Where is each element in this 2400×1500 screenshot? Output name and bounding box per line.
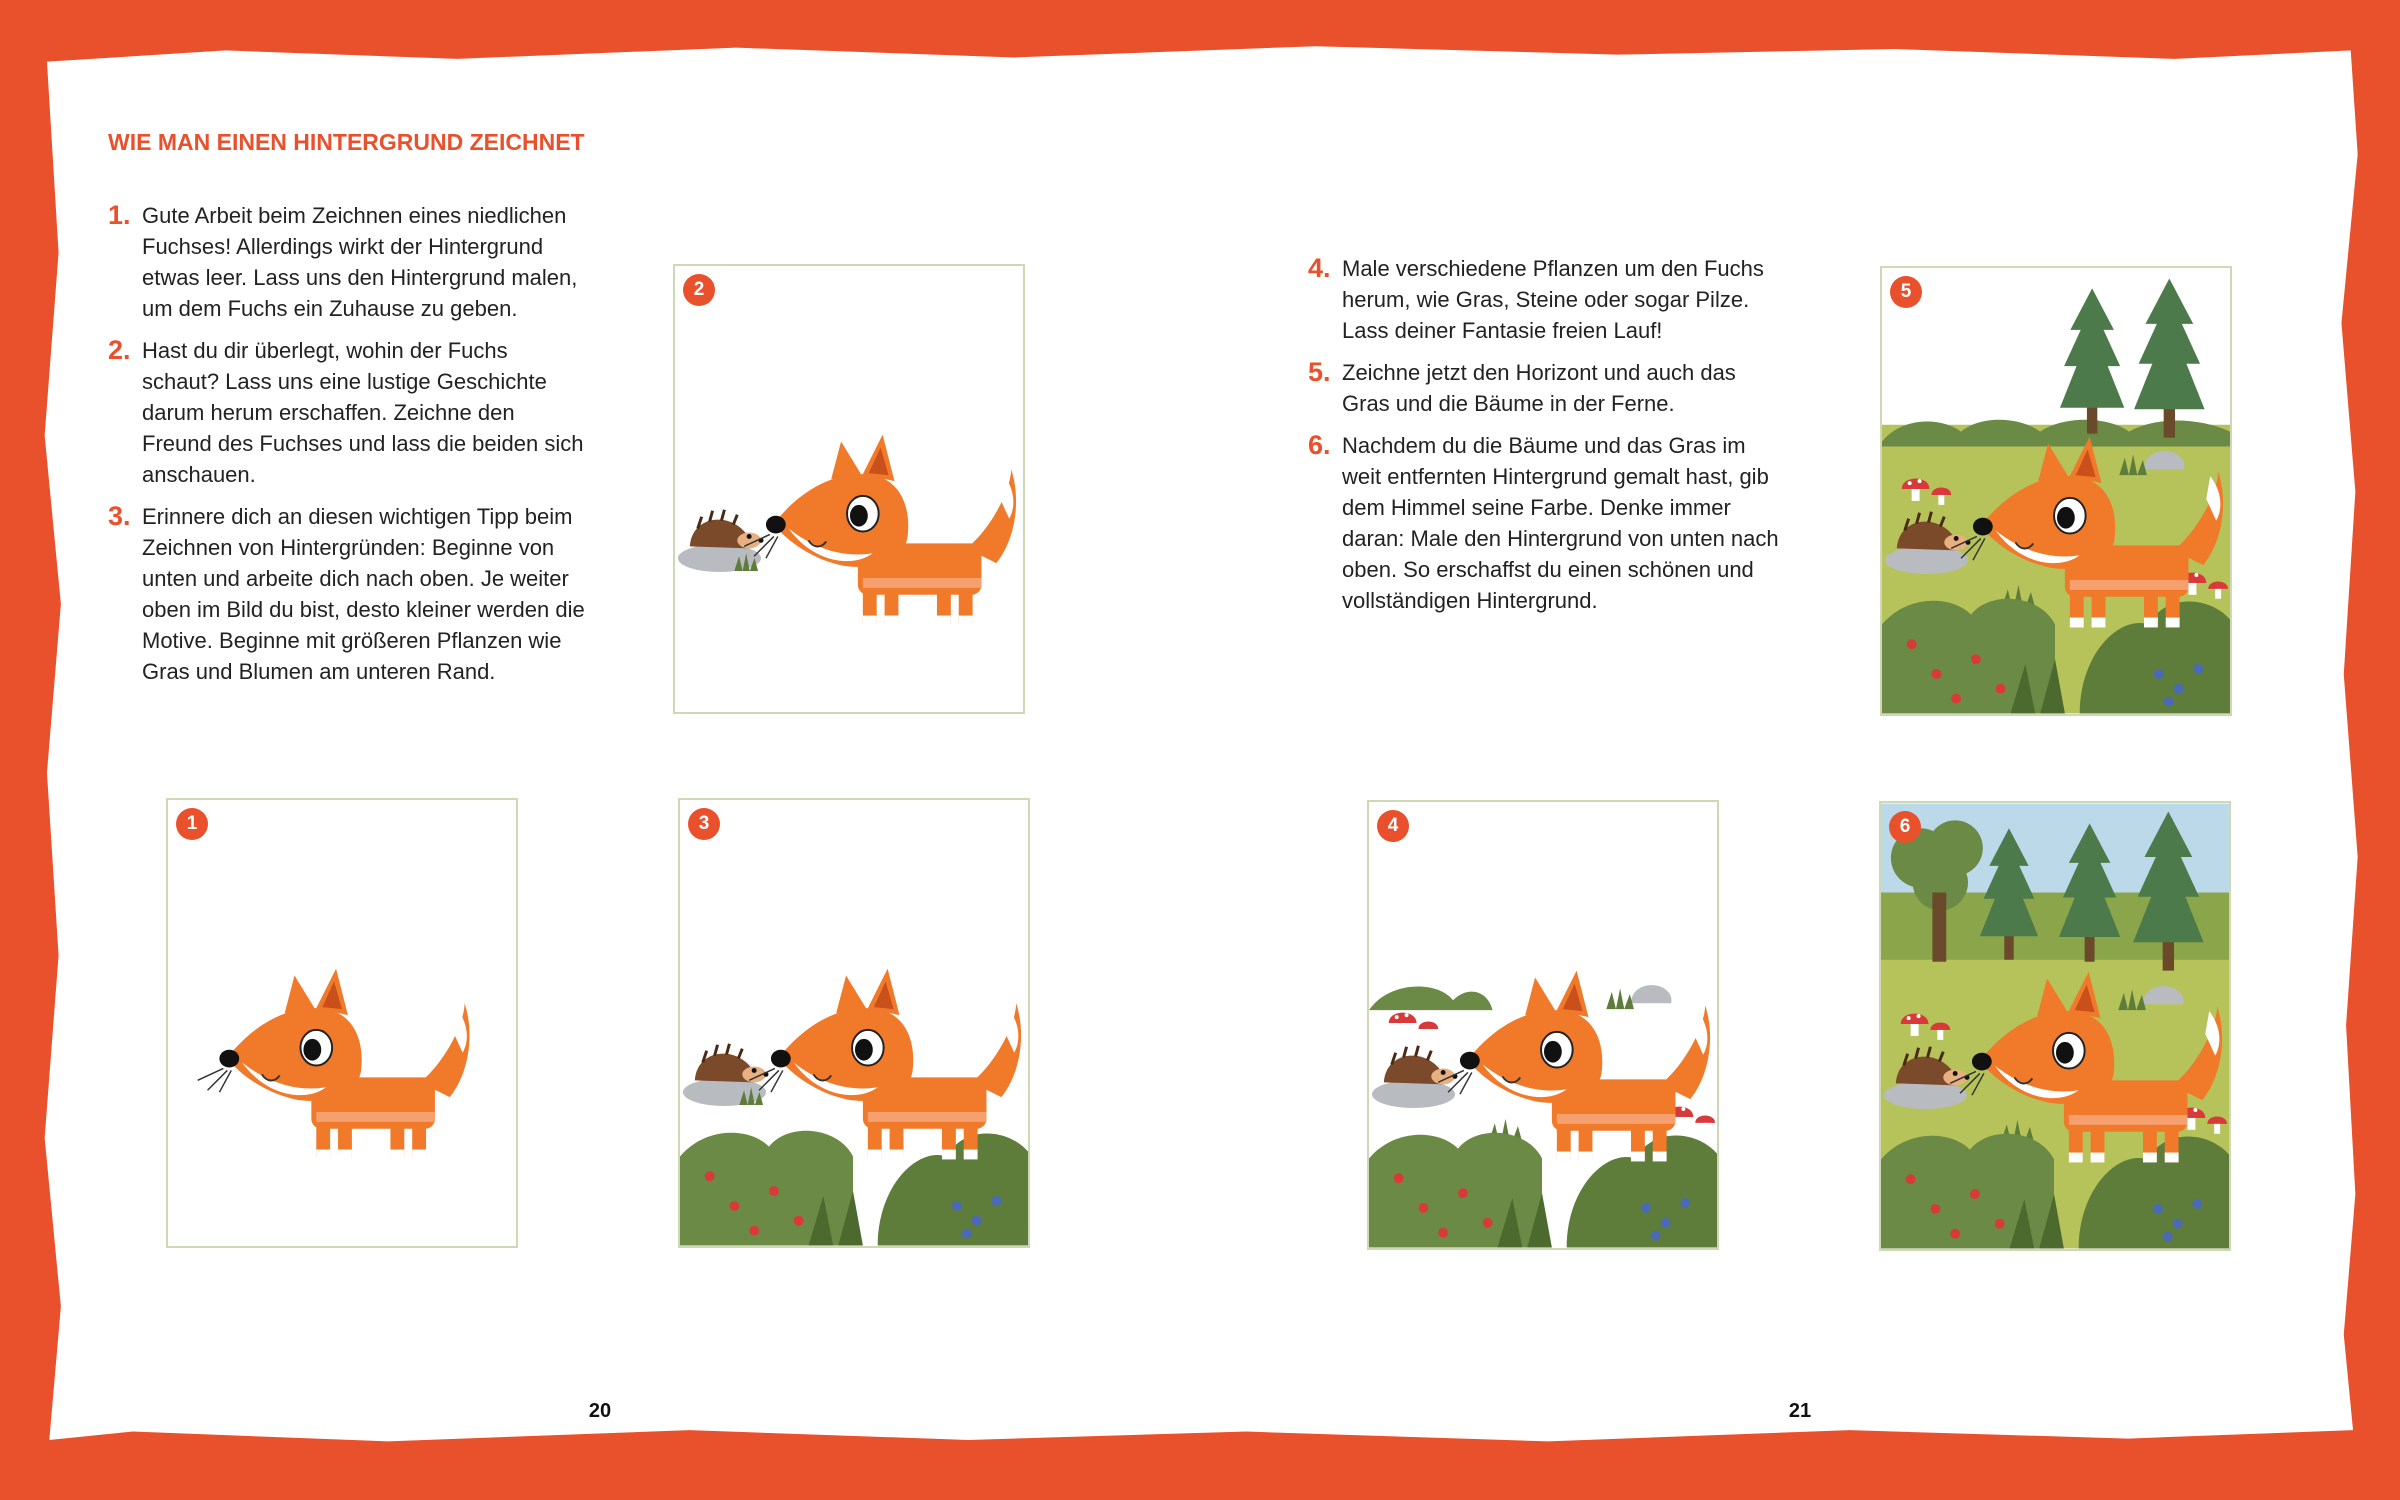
step-badge: 6 bbox=[1889, 811, 1921, 843]
fox-meadow-illustration bbox=[1882, 268, 2230, 714]
illustration-panel-1 bbox=[166, 798, 518, 1248]
step-text: Gute Arbeit beim Zeichnen eines niedlichen Fuchses! Allerdings wirkt der Hintergrund etwas leer. Lass uns den Hintergrund malen, um dem Fuchs ein Zuhause zu geben. bbox=[142, 203, 578, 321]
illustration-panel-6 bbox=[1879, 801, 2231, 1251]
page-number-right: 21 bbox=[1788, 1400, 1812, 1422]
step-1 bbox=[108, 200, 588, 324]
step-badge: 2 bbox=[683, 274, 715, 306]
step-5 bbox=[1308, 357, 1788, 419]
step-number: 5. bbox=[1308, 357, 1331, 387]
right-steps-list bbox=[1308, 253, 1788, 627]
illustration-panel-4 bbox=[1367, 800, 1719, 1250]
step-number: 4. bbox=[1308, 253, 1331, 283]
step-badge: 5 bbox=[1890, 276, 1922, 308]
left-steps-list bbox=[108, 200, 588, 698]
illustration-panel-5 bbox=[1880, 266, 2232, 716]
fox-bushes-illustration bbox=[680, 800, 1028, 1246]
step-number: 6. bbox=[1308, 430, 1331, 460]
fox-plants-illustration bbox=[1369, 802, 1717, 1248]
fox-forest-sky-illustration bbox=[1881, 803, 2229, 1249]
step-text: Erinnere dich an diesen wichtigen Tipp beim Zeichnen von Hintergründen: Beginne von unten und arbeite dich nach oben. Je weiter oben im Bild du bist, desto kleiner werden die Motive. Beginne mit größeren Pflanzen wie Gras und Blumen am unteren Rand. bbox=[142, 504, 585, 684]
step-number: 3. bbox=[108, 501, 131, 531]
step-2 bbox=[108, 335, 588, 490]
step-text: Nachdem du die Bäume und das Gras im weit entfernten Hintergrund gemalt hast, gib dem Himmel seine Farbe. Denke immer daran: Male den Hintergrund von unten nach oben. So erschaffst du einen schönen und vollständigen Hintergrund. bbox=[1342, 433, 1779, 613]
fox-illustration bbox=[168, 800, 516, 1246]
illustration-panel-2 bbox=[673, 264, 1025, 714]
step-3 bbox=[108, 501, 588, 687]
step-number: 2. bbox=[108, 335, 131, 365]
step-text: Male verschiedene Pflanzen um den Fuchs herum, wie Gras, Steine oder sogar Pilze. Lass deiner Fantasie freien Lauf! bbox=[1342, 256, 1764, 343]
step-4 bbox=[1308, 253, 1788, 346]
step-text: Zeichne jetzt den Horizont und auch das Gras und die Bäume in der Ferne. bbox=[1342, 360, 1736, 416]
step-badge: 1 bbox=[176, 808, 208, 840]
step-badge: 4 bbox=[1377, 810, 1409, 842]
page-number-left: 20 bbox=[588, 1400, 612, 1422]
illustration-panel-3 bbox=[678, 798, 1030, 1248]
page-title: WIE MAN EINEN HINTERGRUND ZEICHNET bbox=[108, 129, 585, 155]
step-text: Hast du dir überlegt, wohin der Fuchs schaut? Lass uns eine lustige Geschichte darum herum erschaffen. Zeichne den Freund des Fuchses und lass die beiden sich anschauen. bbox=[142, 338, 584, 487]
step-badge: 3 bbox=[688, 808, 720, 840]
step-number: 1. bbox=[108, 200, 131, 230]
step-6 bbox=[1308, 430, 1788, 616]
fox-hedgehog-illustration bbox=[675, 266, 1023, 712]
